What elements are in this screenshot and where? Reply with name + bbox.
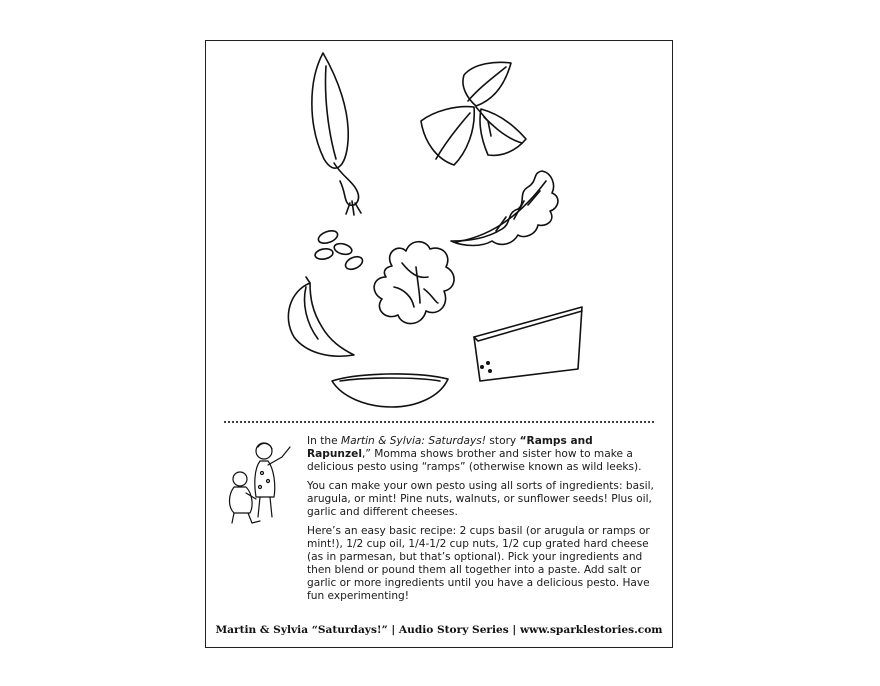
series-name: Martin & Sylvia: Saturdays! xyxy=(340,435,487,447)
walnut-icon xyxy=(374,242,454,324)
pine-nuts-icon xyxy=(314,228,364,271)
dotted-divider xyxy=(224,421,654,423)
ingredients-illustration xyxy=(206,41,672,419)
intro-pre-text: In the xyxy=(307,435,341,447)
garlic-icon xyxy=(288,277,354,356)
basil-icon xyxy=(421,62,526,165)
open-quote: “ xyxy=(519,435,527,447)
recipe-paragraph: Here’s an easy basic recipe: 2 cups basil (or arugula or ramps or mint!), 1/2 cup oil, 1/4-1/2 cup nuts, 1/2 cup grated hard cheese (as in parmesan, but that’s optional). Pick your ingredients and then blend or pound them all together into a paste. Add salt or garlic or more ingredients until you have a delicious pesto. Have fun experimenting! xyxy=(307,525,650,602)
arugula-icon xyxy=(451,171,558,246)
ingredients-paragraph: You can make your own pesto using all sorts of ingredients: basil, arugula, or mint! Pine nuts, walnuts, or sunflower seeds! Plus oil, garlic and different cheeses. xyxy=(307,480,654,518)
cheese-icon xyxy=(474,307,582,381)
intro-mid-text: story xyxy=(486,435,520,447)
children-icon xyxy=(220,435,302,527)
ramp-icon xyxy=(312,53,361,215)
intro-paragraph xyxy=(307,435,657,474)
footer-credit: Martin & Sylvia “Saturdays!” | Audio Story Series | www.sparklestories.com xyxy=(215,624,663,636)
bowl-icon xyxy=(332,374,448,407)
coloring-page xyxy=(205,40,673,648)
intro-close-text: ,” Momma shows brother and sister how to make a delicious pesto using “ramps” (otherwise known as wild leeks). xyxy=(307,448,642,473)
story-text xyxy=(307,435,657,609)
story-title: Ramps and Rapunzel xyxy=(307,435,593,460)
